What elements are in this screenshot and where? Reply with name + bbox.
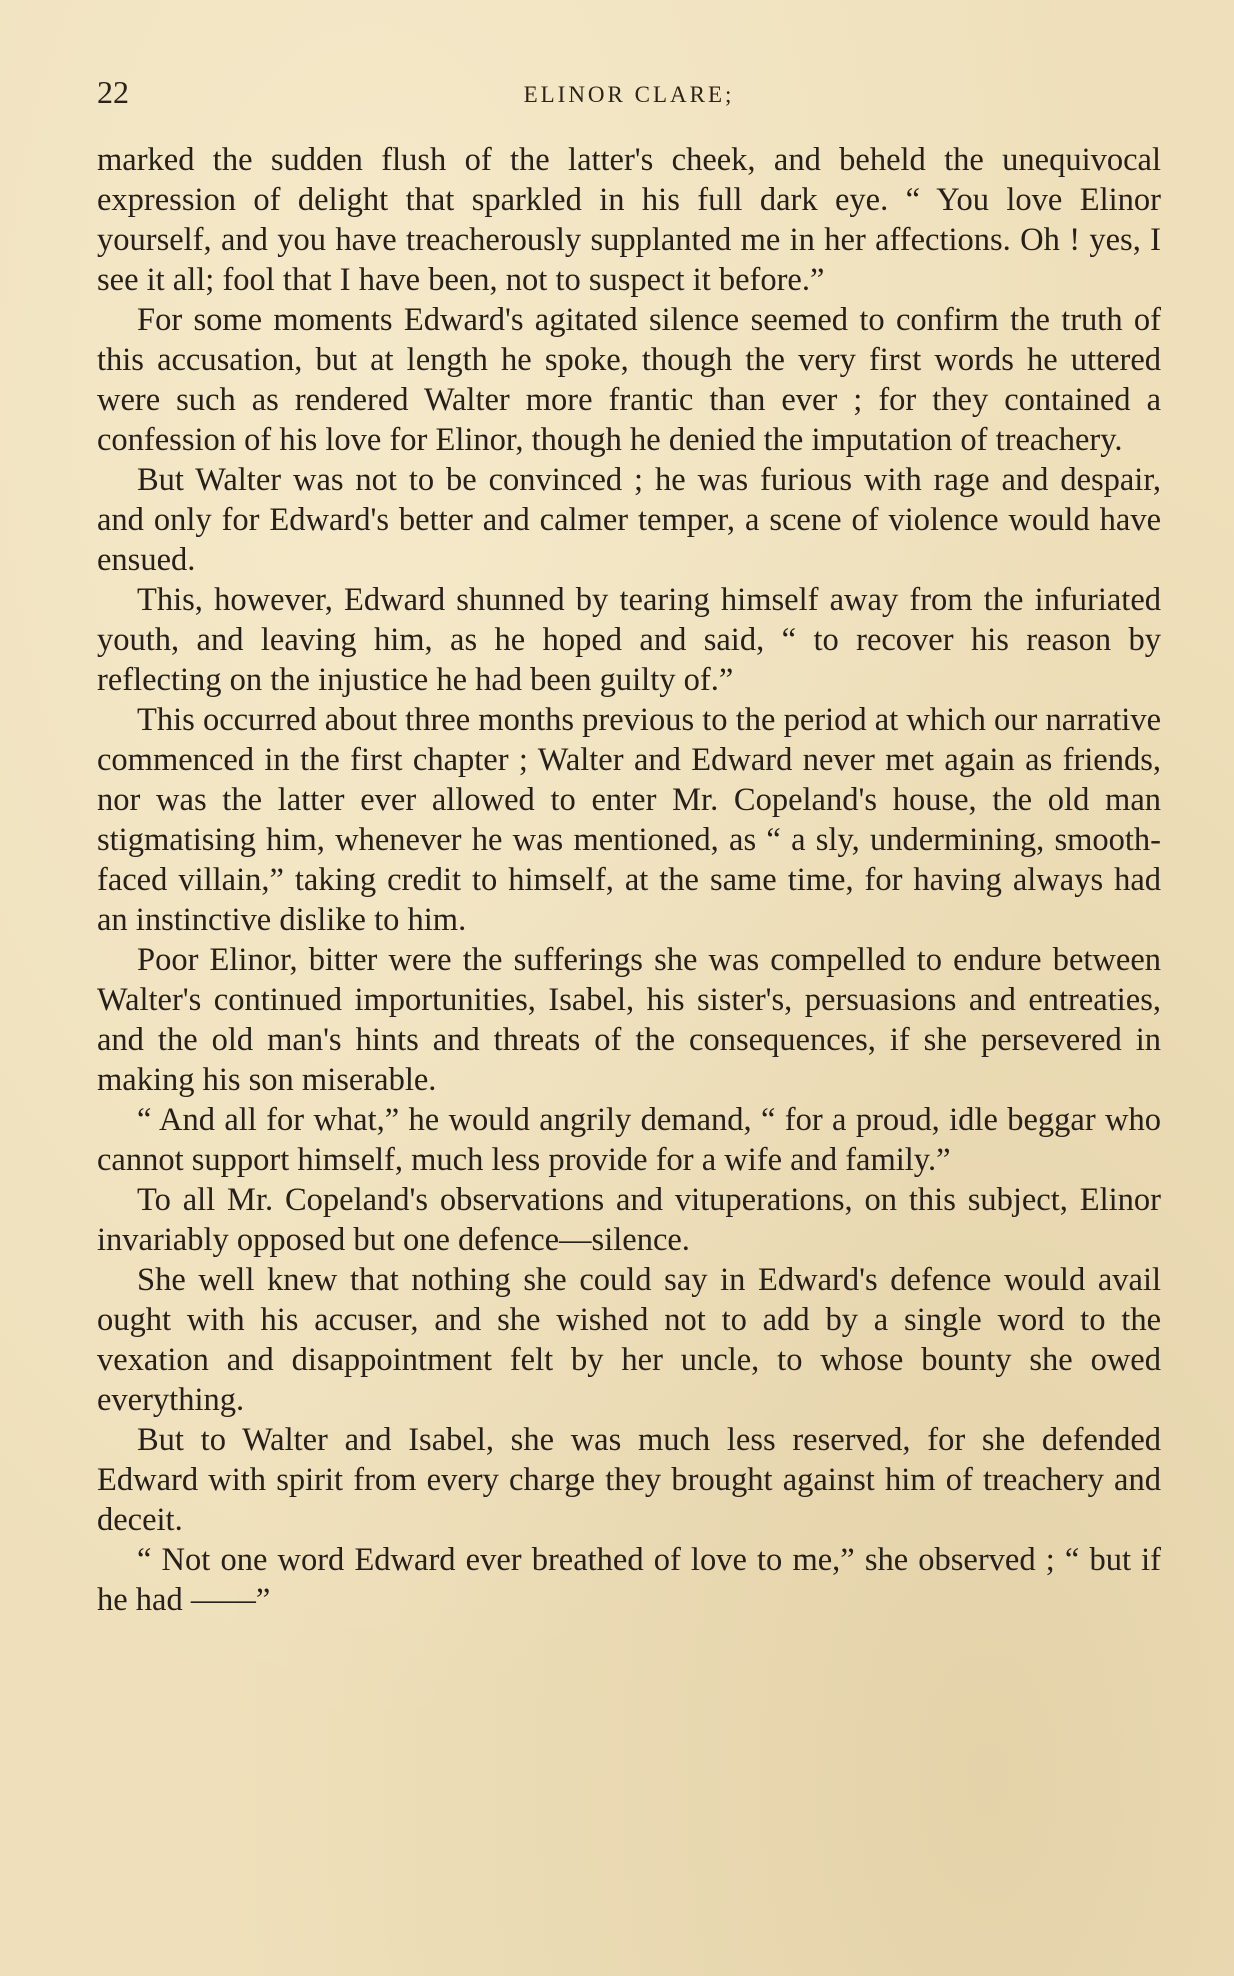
paragraph: “ And all for what,” he would angrily demand, “ for a proud, idle beggar who cannot support himself, much less provide for a wife and family.” (97, 1102, 1161, 1178)
paragraph: She well knew that nothing she could say in Edward's defence would avail ought with his accuser, and she wished not to add by a single word to the vexation and disappointment felt by her uncle, to whose bounty she owed everything. (97, 1262, 1161, 1418)
paragraph: This, however, Edward shunned by tearing himself away from the infuriated youth, and leaving him, as he hoped and said, “ to recover his reason by reflecting on the injustice he had been guilty of.” (97, 582, 1161, 698)
paragraph: But Walter was not to be convinced ; he was furious with rage and despair, and only for Edward's better and calmer temper, a scene of violence would have ensued. (97, 462, 1161, 578)
paragraph: For some moments Edward's agitated silence seemed to confirm the truth of this accusation, but at length he spoke, though the very first words he uttered were such as rendered Walter more frantic than ever ; for they contained a confession of his love for Elinor, though he denied the imputation of treachery. (97, 302, 1161, 458)
running-head (97, 74, 1161, 114)
paragraph: “ Not one word Edward ever breathed of love to me,” she observed ; “ but if he had ——” (97, 1542, 1161, 1618)
page-number: 22 (97, 74, 129, 110)
paragraph: Poor Elinor, bitter were the sufferings she was compelled to endure between Walter's continued importunities, Isabel, his sister's, persuasions and entreaties, and the old man's hints and threats of the consequences, if she persevered in making his son miserable. (97, 942, 1161, 1098)
paragraph: This occurred about three months previous to the period at which our narrative commenced in the first chapter ; Walter and Edward never met again as friends, nor was the latter ever allowed to enter Mr. Copeland's house, the old man stigmatising him, whenever he was mentioned, as “ a sly, undermining, smooth-faced villain,” taking credit to himself, at the same time, for having always had an instinctive dislike to him. (97, 702, 1161, 938)
paragraph: To all Mr. Copeland's observations and vituperations, on this subject, Elinor invariably opposed but one defence—silence. (97, 1182, 1161, 1258)
body-text (97, 140, 1161, 1620)
running-title: ELINOR CLARE; (523, 82, 735, 107)
paragraph: But to Walter and Isabel, she was much less reserved, for she defended Edward with spirit from every charge they brought against him of treachery and deceit. (97, 1422, 1161, 1538)
paragraph: marked the sudden flush of the latter's cheek, and beheld the unequivocal expression of delight that sparkled in his full dark eye. “ You love Elinor yourself, and you have treacherously supplanted me in her affections. Oh ! yes, I see it all; fool that I have been, not to suspect it before.” (97, 142, 1161, 298)
